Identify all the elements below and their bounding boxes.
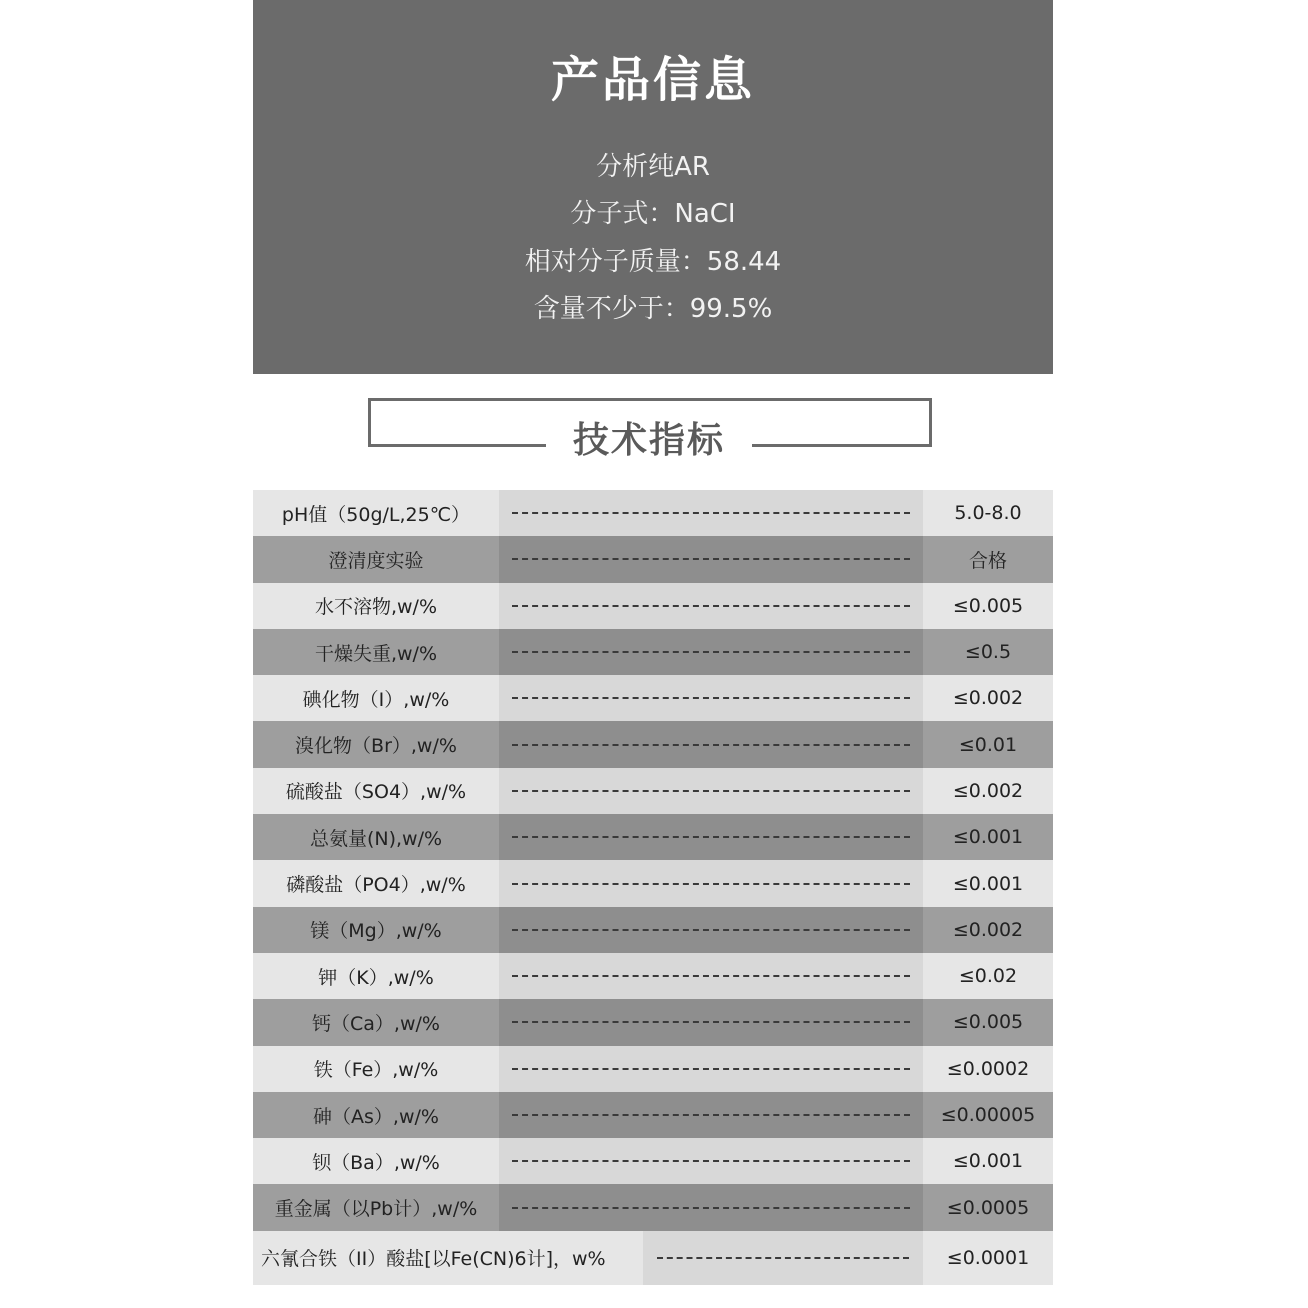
dash-leader bbox=[499, 536, 923, 582]
dash-line bbox=[512, 1021, 910, 1023]
spec-row bbox=[253, 583, 1053, 629]
heading-underline-right bbox=[752, 444, 929, 447]
dash-leader bbox=[499, 907, 923, 953]
spec-item-name: 溴化物（Br）,w/% bbox=[253, 721, 499, 767]
spec-item-name: 磷酸盐（PO4）,w/% bbox=[253, 860, 499, 906]
formula-text: 分子式：NaCI bbox=[570, 199, 736, 229]
spec-row bbox=[253, 814, 1053, 860]
spec-item-value: ≤0.001 bbox=[923, 1138, 1053, 1184]
spec-item-value: 合格 bbox=[923, 536, 1053, 582]
spec-row bbox=[253, 490, 1053, 536]
spec-item-name: 水不溶物,w/% bbox=[253, 583, 499, 629]
spec-row bbox=[253, 907, 1053, 953]
dash-leader bbox=[643, 1231, 923, 1285]
spec-item-name: 总氨量(N),w/% bbox=[253, 814, 499, 860]
spec-item-name: 重金属（以Pb计）,w/% bbox=[253, 1184, 499, 1230]
dash-leader bbox=[499, 1138, 923, 1184]
dash-leader bbox=[499, 860, 923, 906]
dash-line bbox=[512, 605, 910, 607]
spec-row bbox=[253, 1138, 1053, 1184]
spec-item-value: ≤0.001 bbox=[923, 860, 1053, 906]
spec-item-value: ≤0.0002 bbox=[923, 1046, 1053, 1092]
spec-row bbox=[253, 953, 1053, 999]
spec-item-value: ≤0.02 bbox=[923, 953, 1053, 999]
spec-item-value: ≤0.002 bbox=[923, 675, 1053, 721]
spec-item-value: ≤0.00005 bbox=[923, 1092, 1053, 1138]
dash-leader bbox=[499, 999, 923, 1045]
spec-item-value: ≤0.0001 bbox=[923, 1231, 1053, 1285]
spec-row bbox=[253, 999, 1053, 1045]
dash-line bbox=[512, 929, 910, 931]
spec-row bbox=[253, 675, 1053, 721]
dash-line bbox=[512, 975, 910, 977]
spec-item-value: 5.0-8.0 bbox=[923, 490, 1053, 536]
spec-item-name: 碘化物（I）,w/% bbox=[253, 675, 499, 721]
spec-heading: 技术指标 bbox=[572, 420, 725, 461]
dash-line bbox=[512, 744, 910, 746]
spec-item-name: 干燥失重,w/% bbox=[253, 629, 499, 675]
spec-item-value: ≤0.002 bbox=[923, 768, 1053, 814]
spec-item-name: 铁（Fe）,w/% bbox=[253, 1046, 499, 1092]
spec-item-value: ≤0.005 bbox=[923, 583, 1053, 629]
spec-item-name: 钙（Ca）,w/% bbox=[253, 999, 499, 1045]
spec-item-name: 硫酸盐（SO4）,w/% bbox=[253, 768, 499, 814]
dash-leader bbox=[499, 675, 923, 721]
spec-table bbox=[253, 490, 1053, 1285]
spec-item-name: 澄清度实验 bbox=[253, 536, 499, 582]
content-text: 含量不少于：99.5% bbox=[533, 294, 773, 324]
dash-leader bbox=[499, 1184, 923, 1230]
header-title: 产品信息 bbox=[550, 52, 755, 108]
spec-item-name: 钡（Ba）,w/% bbox=[253, 1138, 499, 1184]
dash-line bbox=[512, 1207, 910, 1209]
grade-text: 分析纯AR bbox=[596, 152, 710, 182]
spec-row bbox=[253, 1092, 1053, 1138]
dash-line bbox=[512, 512, 910, 514]
spec-row bbox=[253, 1046, 1053, 1092]
dash-leader bbox=[499, 1046, 923, 1092]
spec-row bbox=[253, 768, 1053, 814]
molecular-weight-text: 相对分子质量：58.44 bbox=[524, 247, 782, 277]
dash-line bbox=[512, 651, 910, 653]
dash-line bbox=[512, 1114, 910, 1116]
dash-line bbox=[512, 697, 910, 699]
dash-leader bbox=[499, 768, 923, 814]
spec-row bbox=[253, 860, 1053, 906]
spec-row bbox=[253, 629, 1053, 675]
dash-line bbox=[657, 1257, 909, 1259]
dash-line bbox=[512, 790, 910, 792]
dash-line bbox=[512, 1160, 910, 1162]
dash-leader bbox=[499, 629, 923, 675]
spec-row bbox=[253, 1184, 1053, 1230]
product-info-header bbox=[253, 0, 1053, 374]
spec-item-name: 六氰合铁（II）酸盐[以Fe(CN)6计]，w% bbox=[253, 1231, 643, 1285]
spec-item-name: 砷（As）,w/% bbox=[253, 1092, 499, 1138]
dash-leader bbox=[499, 490, 923, 536]
dash-line bbox=[512, 836, 910, 838]
spec-row bbox=[253, 1231, 1053, 1285]
spec-item-value: ≤0.0005 bbox=[923, 1184, 1053, 1230]
dash-leader bbox=[499, 721, 923, 767]
dash-leader bbox=[499, 583, 923, 629]
dash-leader bbox=[499, 1092, 923, 1138]
product-sheet bbox=[253, 0, 1053, 1308]
spec-row bbox=[253, 721, 1053, 767]
spec-heading-frame bbox=[253, 384, 1053, 480]
spec-item-value: ≤0.005 bbox=[923, 999, 1053, 1045]
dash-line bbox=[512, 558, 910, 560]
spec-item-value: ≤0.01 bbox=[923, 721, 1053, 767]
dash-leader bbox=[499, 953, 923, 999]
dash-leader bbox=[499, 814, 923, 860]
dash-line bbox=[512, 883, 910, 885]
spec-item-name: 钾（K）,w/% bbox=[253, 953, 499, 999]
spec-item-name: 镁（Mg）,w/% bbox=[253, 907, 499, 953]
dash-line bbox=[512, 1068, 910, 1070]
spec-item-name: pH值（50g/L,25℃） bbox=[253, 490, 499, 536]
spec-item-value: ≤0.5 bbox=[923, 629, 1053, 675]
spec-item-value: ≤0.002 bbox=[923, 907, 1053, 953]
spec-row bbox=[253, 536, 1053, 582]
spec-item-value: ≤0.001 bbox=[923, 814, 1053, 860]
heading-underline-left bbox=[368, 444, 546, 447]
